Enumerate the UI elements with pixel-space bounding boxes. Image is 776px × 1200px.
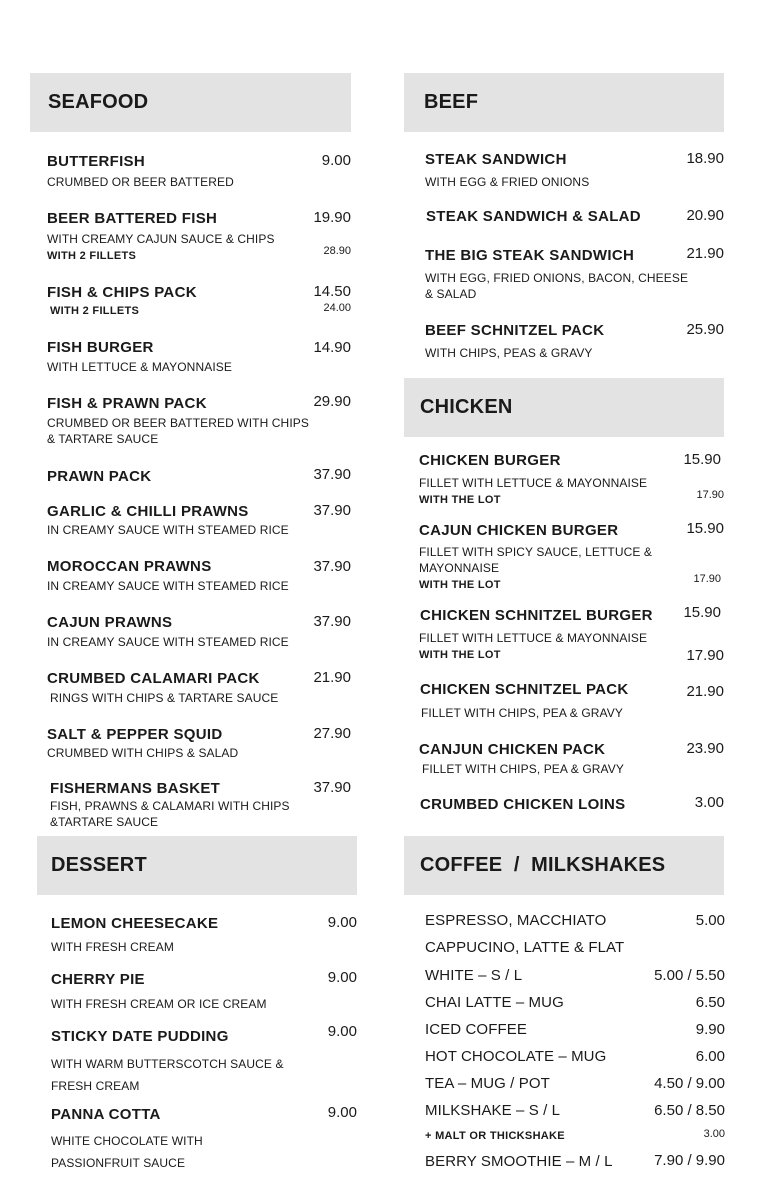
item-name: BEER BATTERED FISH (47, 210, 218, 227)
item-description: IN CREAMY SAUCE WITH STEAMED RICE (47, 523, 289, 537)
item-price: 14.50 (313, 283, 351, 300)
item-option: WITH THE LOT (419, 494, 501, 506)
chicken-title: CHICKEN (420, 396, 513, 418)
item-price: 14.90 (313, 339, 351, 356)
item-description: WITH LETTUCE & MAYONNAISE (47, 360, 232, 374)
item-option-price: 17.90 (696, 489, 724, 501)
coffee-header (404, 836, 724, 895)
item-name: LEMON CHEESECAKE (51, 915, 219, 932)
item-price: 4.50 / 9.00 (654, 1075, 725, 1092)
item-price: 9.00 (327, 969, 357, 986)
item-description: CRUMBED OR BEER BATTERED WITH CHIPS & TARTARE SAUCE (47, 416, 309, 446)
item-price: 5.00 / 5.50 (654, 967, 725, 984)
item-name: CAPPUCINO, LATTE & FLAT (425, 939, 625, 956)
item-option: WITH THE LOT (419, 579, 501, 591)
item-price: 21.90 (313, 669, 351, 686)
item-price: 9.00 (327, 1023, 357, 1040)
item-option-price: 17.90 (693, 573, 721, 585)
item-option: WITH THE LOT (419, 649, 501, 661)
item-option: WITH 2 FILLETS (50, 305, 140, 317)
item-price: 7.90 / 9.90 (654, 1152, 725, 1169)
item-name: STEAK SANDWICH & SALAD (426, 208, 641, 225)
item-name: STICKY DATE PUDDING (51, 1028, 229, 1045)
item-name: CHICKEN SCHNITZEL BURGER (420, 607, 653, 624)
item-description: WITH FRESH CREAM OR ICE CREAM (51, 997, 267, 1011)
item-price: 23.90 (686, 740, 724, 757)
item-name: FISH & CHIPS PACK (47, 284, 197, 301)
item-name: FISH & PRAWN PACK (47, 395, 207, 412)
item-description: FILLET WITH LETTUCE & MAYONNAISE (419, 476, 648, 490)
item-name: ICED COFFEE (425, 1021, 527, 1038)
item-description: FISH, PRAWNS & CALAMARI WITH CHIPS &TARTARE SAUCE (50, 799, 290, 829)
item-price: 15.90 (683, 451, 721, 468)
item-description: WITH FRESH CREAM (51, 940, 174, 954)
item-price: 25.90 (686, 321, 724, 338)
item-name: BUTTERFISH (47, 153, 145, 170)
item-name: CHICKEN BURGER (419, 452, 561, 469)
item-price: 5.00 (695, 912, 725, 929)
item-name: MILKSHAKE – S / L (425, 1102, 561, 1119)
item-name: STEAK SANDWICH (425, 151, 567, 168)
dessert-header (37, 836, 357, 895)
item-description: WITH EGG, FRIED ONIONS, BACON, CHEESE & SALAD (425, 271, 689, 301)
item-description: IN CREAMY SAUCE WITH STEAMED RICE (47, 579, 289, 593)
item-name: FISHERMANS BASKET (50, 780, 221, 797)
item-price: 6.50 (695, 994, 725, 1011)
coffee-title: COFFEE / MILKSHAKES (420, 854, 666, 876)
item-price: 6.00 (695, 1048, 725, 1065)
item-price: 9.90 (695, 1021, 725, 1038)
item-option-price: 24.00 (323, 302, 351, 314)
item-description: IN CREAMY SAUCE WITH STEAMED RICE (47, 635, 289, 649)
item-name: BEEF SCHNITZEL PACK (425, 322, 605, 339)
item-price: 9.00 (327, 914, 357, 931)
item-price: 27.90 (313, 725, 351, 742)
item-name: CRUMBED CHICKEN LOINS (420, 796, 626, 813)
item-option: + MALT OR THICKSHAKE (425, 1130, 565, 1142)
item-price: 17.90 (686, 647, 724, 664)
item-description: WITH WARM BUTTERSCOTCH SAUCE & FRESH CREAM (51, 1057, 284, 1093)
chicken-header (404, 378, 724, 437)
seafood-header (30, 73, 351, 132)
item-name: SALT & PEPPER SQUID (47, 726, 223, 743)
item-price: 37.90 (313, 502, 351, 519)
item-name: PANNA COTTA (51, 1106, 161, 1123)
item-option-price: 3.00 (703, 1128, 725, 1140)
item-name: CHERRY PIE (51, 971, 145, 988)
item-price: 37.90 (313, 466, 351, 483)
item-description: RINGS WITH CHIPS & TARTARE SAUCE (50, 691, 279, 705)
item-option: WITH 2 FILLETS (47, 250, 137, 262)
item-description: WITH CHIPS, PEAS & GRAVY (425, 346, 593, 360)
item-price: 21.90 (686, 245, 724, 262)
item-name: MOROCCAN PRAWNS (47, 558, 212, 575)
item-name: WHITE – S / L (425, 967, 523, 984)
item-description: CRUMBED OR BEER BATTERED (47, 175, 234, 189)
item-name: CAJUN PRAWNS (47, 614, 173, 631)
item-name: TEA – MUG / POT (425, 1075, 550, 1092)
item-price: 9.00 (321, 152, 351, 169)
item-name: CRUMBED CALAMARI PACK (47, 670, 260, 687)
item-name: CAJUN CHICKEN BURGER (419, 522, 619, 539)
item-price: 20.90 (686, 207, 724, 224)
item-price: 37.90 (313, 613, 351, 630)
item-price: 37.90 (313, 558, 351, 575)
seafood-title: SEAFOOD (48, 91, 149, 113)
item-price: 29.90 (313, 393, 351, 410)
item-price: 37.90 (313, 779, 351, 796)
item-description: CRUMBED WITH CHIPS & SALAD (47, 746, 239, 760)
item-description: WITH EGG & FRIED ONIONS (425, 175, 590, 189)
item-name: CANJUN CHICKEN PACK (419, 741, 606, 758)
dessert-title: DESSERT (51, 854, 147, 876)
item-name: HOT CHOCOLATE – MUG (425, 1048, 607, 1065)
item-price: 9.00 (327, 1104, 357, 1121)
item-name: GARLIC & CHILLI PRAWNS (47, 503, 249, 520)
item-name: CHICKEN SCHNITZEL PACK (420, 681, 629, 698)
beef-title: BEEF (424, 91, 479, 113)
item-name: BERRY SMOOTHIE – M / L (425, 1153, 613, 1170)
item-price: 15.90 (686, 520, 724, 537)
item-price: 15.90 (683, 604, 721, 621)
item-description: FILLET WITH LETTUCE & MAYONNAISE (419, 631, 648, 645)
item-description: FILLET WITH SPICY SAUCE, LETTUCE & MAYONNAISE (419, 545, 653, 575)
item-price: 21.90 (686, 683, 724, 700)
item-price: 18.90 (686, 150, 724, 167)
item-name: PRAWN PACK (47, 468, 152, 485)
item-name: FISH BURGER (47, 339, 154, 356)
item-price: 3.00 (694, 794, 724, 811)
item-option-price: 28.90 (323, 245, 351, 257)
item-name: ESPRESSO, MACCHIATO (425, 912, 607, 929)
item-name: THE BIG STEAK SANDWICH (425, 247, 635, 264)
item-description: FILLET WITH CHIPS, PEA & GRAVY (421, 706, 623, 720)
item-description: FILLET WITH CHIPS, PEA & GRAVY (422, 762, 624, 776)
item-description: WITH CREAMY CAJUN SAUCE & CHIPS (47, 232, 275, 246)
item-price: 6.50 / 8.50 (654, 1102, 725, 1119)
item-name: CHAI LATTE – MUG (425, 994, 564, 1011)
item-description: WHITE CHOCOLATE WITH PASSIONFRUIT SAUCE (51, 1134, 203, 1170)
item-price: 19.90 (313, 209, 351, 226)
beef-header (404, 73, 724, 132)
